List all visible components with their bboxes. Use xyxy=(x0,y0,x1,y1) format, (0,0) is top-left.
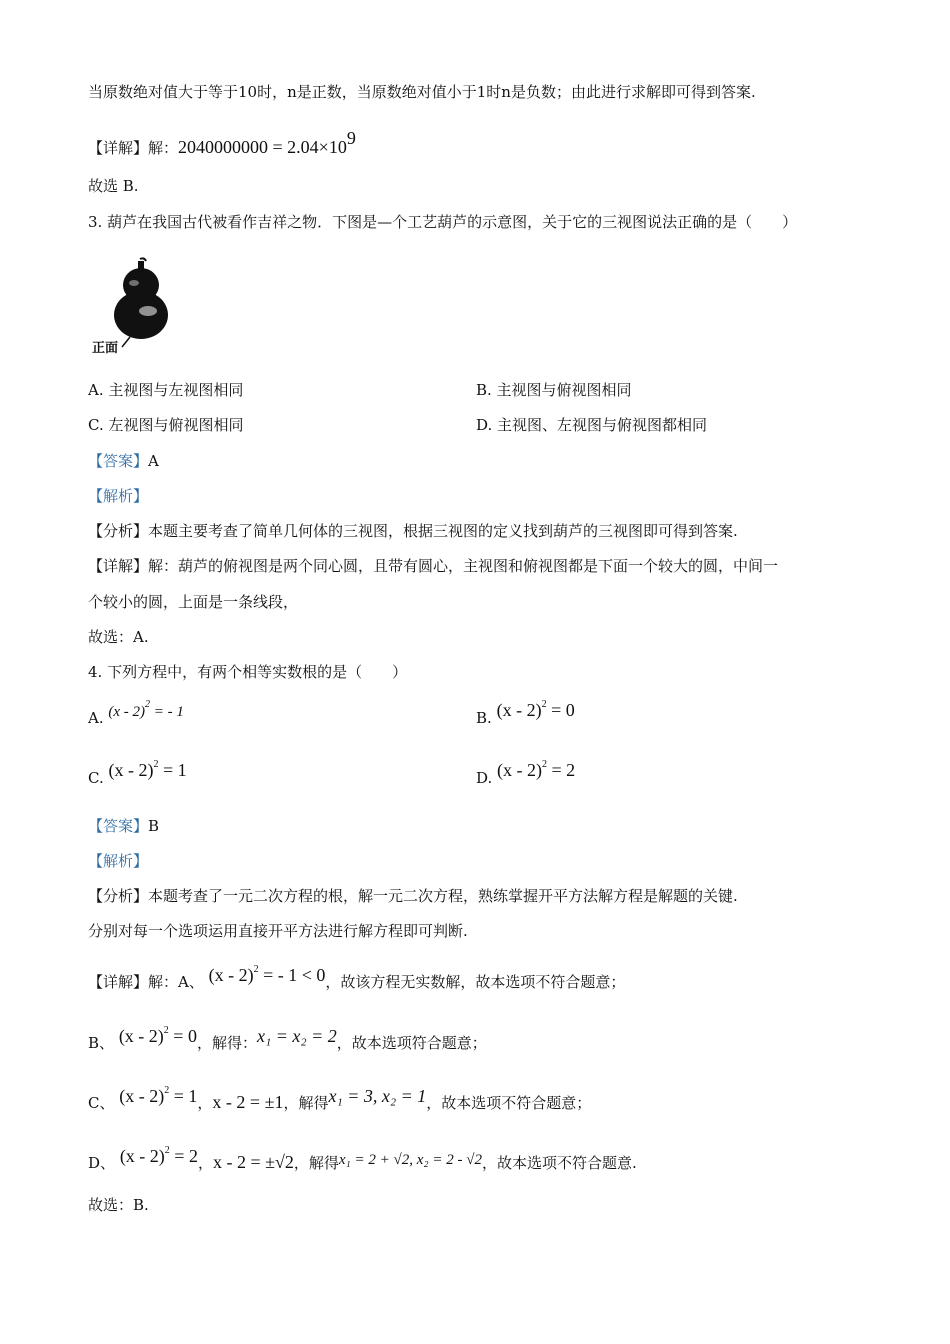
equation: x - 2 = ±√2 xyxy=(212,1152,294,1172)
solution: x₁ = x₂ = 2 xyxy=(256,1026,337,1046)
front-view-label: 正面 xyxy=(92,341,119,356)
option-a xyxy=(88,699,184,729)
option-label: D. xyxy=(476,769,493,787)
option-label: C. xyxy=(88,769,104,787)
equation: (x - 2)$^2$ = 0 xyxy=(118,1025,197,1046)
detail-line-c: C、 (x - 2)$^2$ = 1，x - 2 = ±1，解得x₁ = 3, x₂ = 1，故本选项不符合题意； xyxy=(88,1085,592,1112)
question-3-stem: 3. 葫芦在我国古代被看作吉祥之物．下图是—个工艺葫芦的示意图，关于它的三视图说法正确的是（ ） xyxy=(88,213,798,231)
final-choice: 故选：B. xyxy=(88,1196,149,1214)
question-4-stem: 4. 下列方程中，有两个相等实数根的是（ ） xyxy=(88,663,408,681)
answer-value: A xyxy=(148,452,159,470)
answer-tag: 【答案】 xyxy=(88,452,149,470)
detail-text: 【详解】解：葫芦的俯视图是两个同心圆，且带有圆心，主视图和俯视图都是下面一个较大的圆，中间一 xyxy=(88,557,779,575)
equation: (x - 2)$^2$ = 1 xyxy=(108,759,187,780)
choice-line: 故选：A. xyxy=(88,628,149,646)
scientific-notation: 2040000000 = 2.04×10 xyxy=(178,137,347,157)
equation: x - 2 = ±1 xyxy=(212,1092,284,1112)
exponent: 9 xyxy=(346,128,356,148)
solution: x₁ = 3, x₂ = 1 xyxy=(328,1086,427,1106)
option-d xyxy=(476,759,576,788)
analysis-text: 【分析】本题考查了一元二次方程的根，解一元二次方程，熟练掌握开平方法解方程是解题的关键. xyxy=(88,887,738,905)
analysis-tag: 【解析】 xyxy=(88,852,149,870)
equation: (x - 2)$^2$ = - 1 < 0 xyxy=(208,964,326,985)
option-d: D. 主视图、左视图与俯视图都相同 xyxy=(476,416,708,434)
detail-line-a: 【详解】解：A、 (x - 2)$^2$ = - 1 < 0，故该方程无实数解，故本选项不符合题意； xyxy=(88,964,626,991)
analysis-text: 分别对每一个选项运用直接开平方法进行解方程即可判断. xyxy=(88,922,468,940)
solution: x₁ = 2 + √2, x₂ = 2 - √2 xyxy=(338,1152,482,1168)
text-line: 故选 B. xyxy=(88,177,139,195)
text-line: 当原数绝对值大于等于10时，n是正数，当原数绝对值小于1时n是负数；由此进行求解即可得到答案. xyxy=(88,83,756,101)
detail-prefix: 【详解】解： xyxy=(88,139,179,157)
option-a: A. 主视图与左视图相同 xyxy=(88,381,244,399)
detail-text: 个较小的圆，上面是一条线段， xyxy=(88,593,299,611)
answer-value: B xyxy=(148,817,160,835)
equation: (x - 2)$^2$ = 1 xyxy=(119,1085,198,1106)
gourd-figure xyxy=(88,255,183,355)
option-label: B. xyxy=(476,709,492,727)
equation: (x - 2)$^2$ = 2 xyxy=(497,759,576,780)
answer-tag: 【答案】 xyxy=(88,817,149,835)
option-c xyxy=(88,759,187,788)
option-b: B. 主视图与俯视图相同 xyxy=(476,381,632,399)
detail-line xyxy=(88,128,356,158)
option-b xyxy=(476,699,575,728)
detail-line-b: B、 (x - 2)$^2$ = 0，解得：x₁ = x₂ = 2，故本选项符合题意； xyxy=(88,1025,487,1052)
equation: (x - 2)$^2$ = 0 xyxy=(496,699,575,720)
option-label: A. xyxy=(88,709,104,727)
answer-line xyxy=(88,451,159,471)
equation: (x - 2)$^2$ = 2 xyxy=(119,1145,198,1166)
detail-line-d: D、 (x - 2)$^2$ = 2，x - 2 = ±√2，解得x₁ = 2 + √2, x₂ = 2 - √2，故本选项不符合题意. xyxy=(88,1145,637,1172)
equation: (x - 2)$^2$ = - 1 xyxy=(108,699,184,720)
option-c: C. 左视图与俯视图相同 xyxy=(88,416,244,434)
analysis-text: 【分析】本题主要考查了简单几何体的三视图，根据三视图的定义找到葫芦的三视图即可得到答案. xyxy=(88,522,738,540)
answer-line xyxy=(88,816,159,836)
analysis-tag: 【解析】 xyxy=(88,487,149,505)
